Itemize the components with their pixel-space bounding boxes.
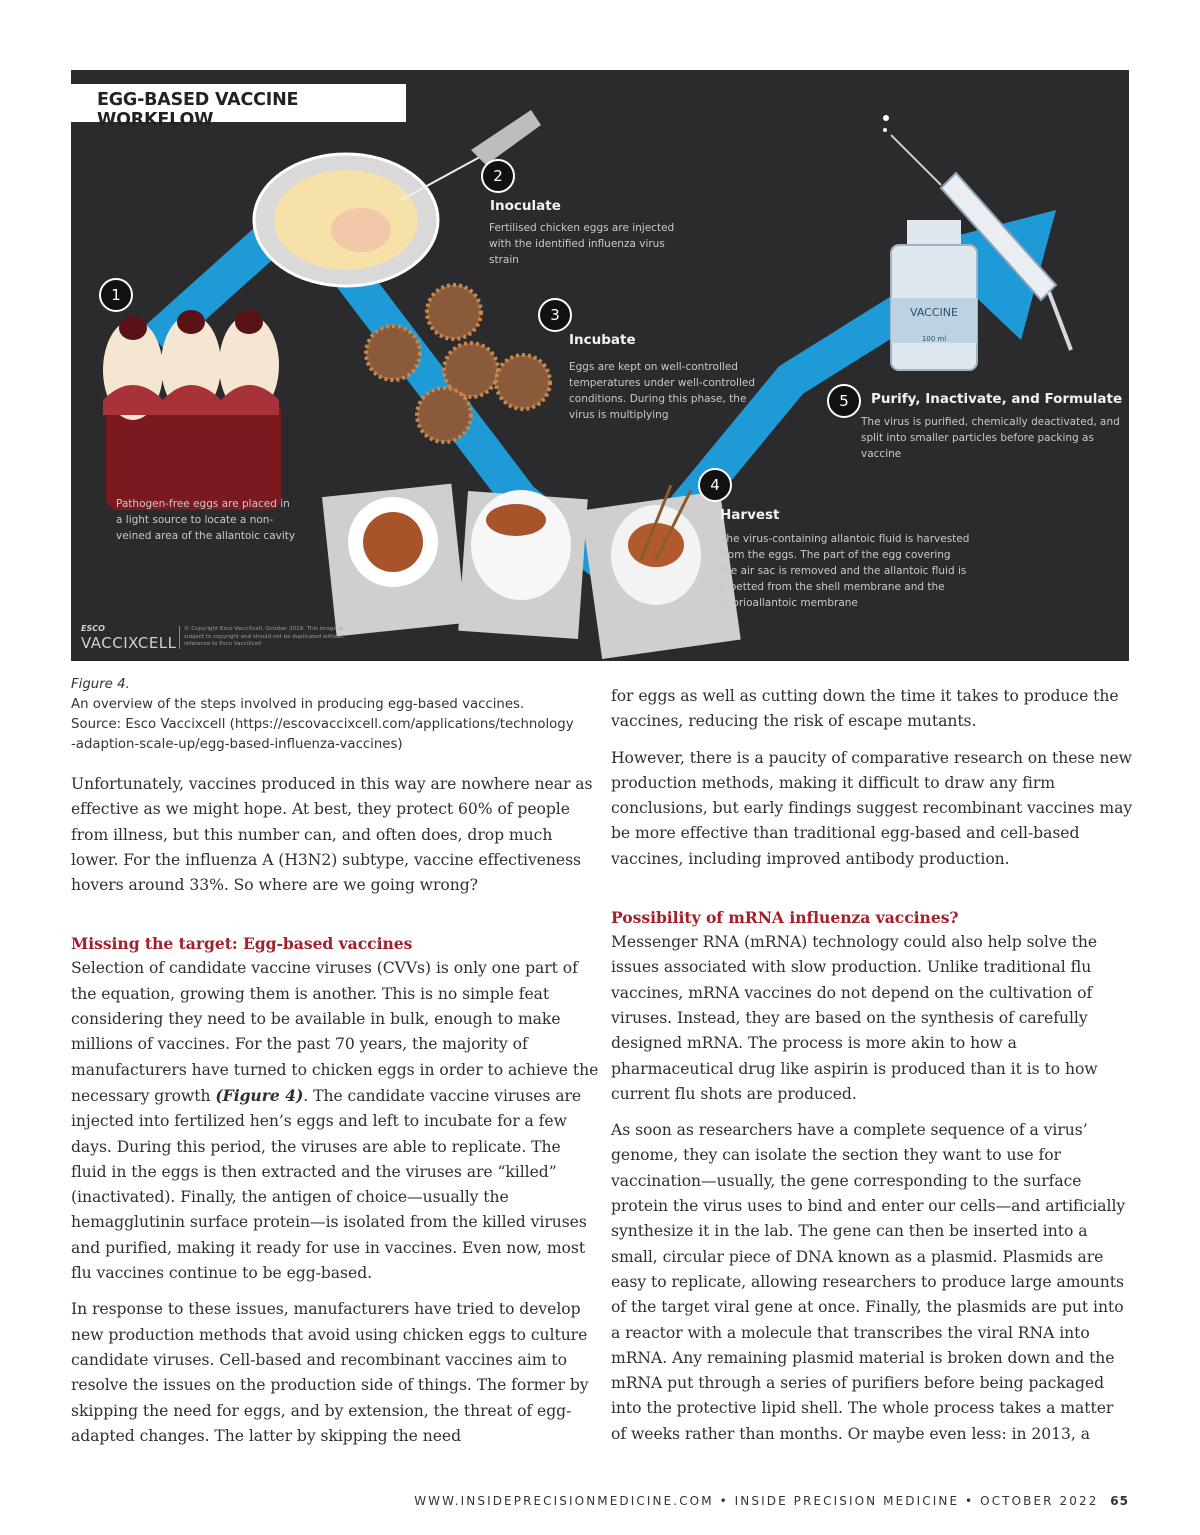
step-1-description: Pathogen-free eggs are placed in a light source to locate a non-veined area of the allantoic cavity [116,498,296,542]
step-5-badge: 5 [827,384,861,418]
vaccixcell-logo [81,622,177,651]
workflow-figure [71,70,1129,661]
paragraph: In response to these issues, manufacturers have tried to develop new production methods that avoid using chicken eggs to culture candidate viruses. Cell-based and recombinant vaccines aim to resolve the issues on the production side of things. The former by skipping the need for eggs, and by extension, the threat of egg-adapted changes. The latter by skipping the need [71,1300,589,1445]
step-2-description: Fertilised chicken eggs are injected with the identified influenza virus strain [489,222,675,266]
section-heading-mrna: Possibility of mRNA influenza vaccines? [611,908,959,928]
paragraph: Unfortunately, vaccines produced in this way are nowhere near as effective as we might hope. At best, they protect 60% of people from illness, but this number can, and often does, drop much lower. For the influenza A (H3N2) subtype, vaccine effectiveness hovers around 33%. So where are we going wrong? [71,775,593,895]
paragraph: However, there is a paucity of comparative research on these new production methods, making it difficult to draw any firm conclusions, but early findings suggest recombinant vaccines may be more effective than traditional egg-based and cell-based vaccines, including improved antibody production. [611,748,1133,868]
page-number: 65 [1110,1494,1129,1508]
step-1-badge: 1 [99,278,133,312]
step-4-description: The virus-containing allantoic fluid is harvested from the eggs. The part of the egg covering the air sac is removed and the allantoic fluid is pipetted from the shell membrane and the chorioallantoic membrane [720,533,970,609]
figure-title: EGG-BASED VACCINE WORKFLOW [71,84,406,122]
caption-line-2: Source: Esco Vaccixcell (https://escovaccixcell.com/applications/technology [71,717,574,732]
left-column [71,772,599,1460]
harvest-eggs-illustration [322,484,741,659]
step-2-heading: Inoculate [490,198,561,214]
logo-esco: ESCO [81,624,105,633]
step-4-badge: 4 [698,468,732,502]
step-3-description: Eggs are kept on well-controlled temperatures under well-controlled conditions. During this phase, the virus is multiplying [569,361,756,421]
caption-line-1: An overview of the steps involved in producing egg-based vaccines. [71,697,525,712]
caption-label: Figure 4. [71,677,130,692]
figure-reference-link: (Figure 4) [215,1085,304,1105]
caption-line-3: -adaption-scale-up/egg-based-influenza-vaccines) [71,737,403,752]
figure-copyright: © Copyright Esco VacciXcell, October 2019. This image is subject to copyright and should not be duplicated without reference to Esco VacciXcell [179,626,354,649]
step-3-badge: 3 [538,298,572,332]
step-5-description: The virus is purified, chemically deactivated, and split into smaller particles before packing as vaccine [861,416,1120,460]
paragraph: As soon as researchers have a complete sequence of a virus’ genome, they can isolate the section they want to use for vaccination—usually, the gene corresponding to the surface protein the virus uses to bind and enter our cells—and artificially synthesize it in the lab. The gene can then be inserted into a small, circular piece of DNA known as a plasmid. Plasmids are easy to replicate, allowing researchers to produce large amounts of the target viral gene at once. Finally, the plasmids are put into a reactor with a molecule that transcribes the viral RNA into mRNA. Any remaining plasmid material is broken down and the mRNA put through a series of purifiers before being packaged into the protective lipid shell. The whole process takes a matter of weeks rather than months. Or maybe even less: in 2013, a [611,1121,1126,1443]
egg-tray-illustration [103,310,281,510]
paragraph-text: . The candidate vaccine viruses are injected into fertilized hen’s eggs and left to incubate for a few days. During this period, the viruses are able to replicate. The fluid in the eggs is then extracted and the viruses are “killed” (inactivated). Finally, the antigen of choice—usually the hemagglutinin surface protein—is isolated from the killed viruses and purified, making it ready for use in vaccines. Even now, most flu vaccines continue to be egg-based. [71,1086,587,1283]
paragraph: Messenger RNA (mRNA) technology could also help solve the issues associated with slow production. Unlike traditional flu vaccines, mRNA vaccines do not depend on the cultivation of viruses. Instead, they are based on the synthesis of carefully designed mRNA. The process is more akin to how a pharmaceutical drug like aspirin is produced than it is to how current flu shots are produced. [611,933,1098,1103]
step-5-heading: Purify, Inactivate, and Formulate [871,391,1123,407]
step-2-badge: 2 [481,159,515,193]
section-heading-egg-based: Missing the target: Egg-based vaccines [71,934,413,954]
figure-caption [71,675,596,755]
step-4-heading: Harvest [720,507,780,523]
step-3-heading: Incubate [569,332,636,348]
page-footer [414,1494,1129,1508]
vial-volume: 100 ml [921,335,947,343]
paragraph-text: Selection of candidate vaccine viruses (CVVs) is only one part of the equation, growing them is another. This is no simple feat considering they need to be available in bulk, enough to make millions of vaccines. For the past 70 years, the majority of manufacturers have turned to chicken eggs in order to achieve the necessary growth [71,959,599,1105]
logo-brand: VACCIXCELL [81,634,177,652]
footer-text: WWW.INSIDEPRECISIONMEDICINE.COM • INSIDE PRECISION MEDICINE • OCTOBER 2022 [414,1494,1099,1508]
paragraph [71,956,599,1286]
vial-label: VACCINE [910,306,958,319]
paragraph: for eggs as well as cutting down the time it takes to produce the vaccines, reducing the risk of escape mutants. [611,687,1119,731]
right-column [611,684,1133,1458]
